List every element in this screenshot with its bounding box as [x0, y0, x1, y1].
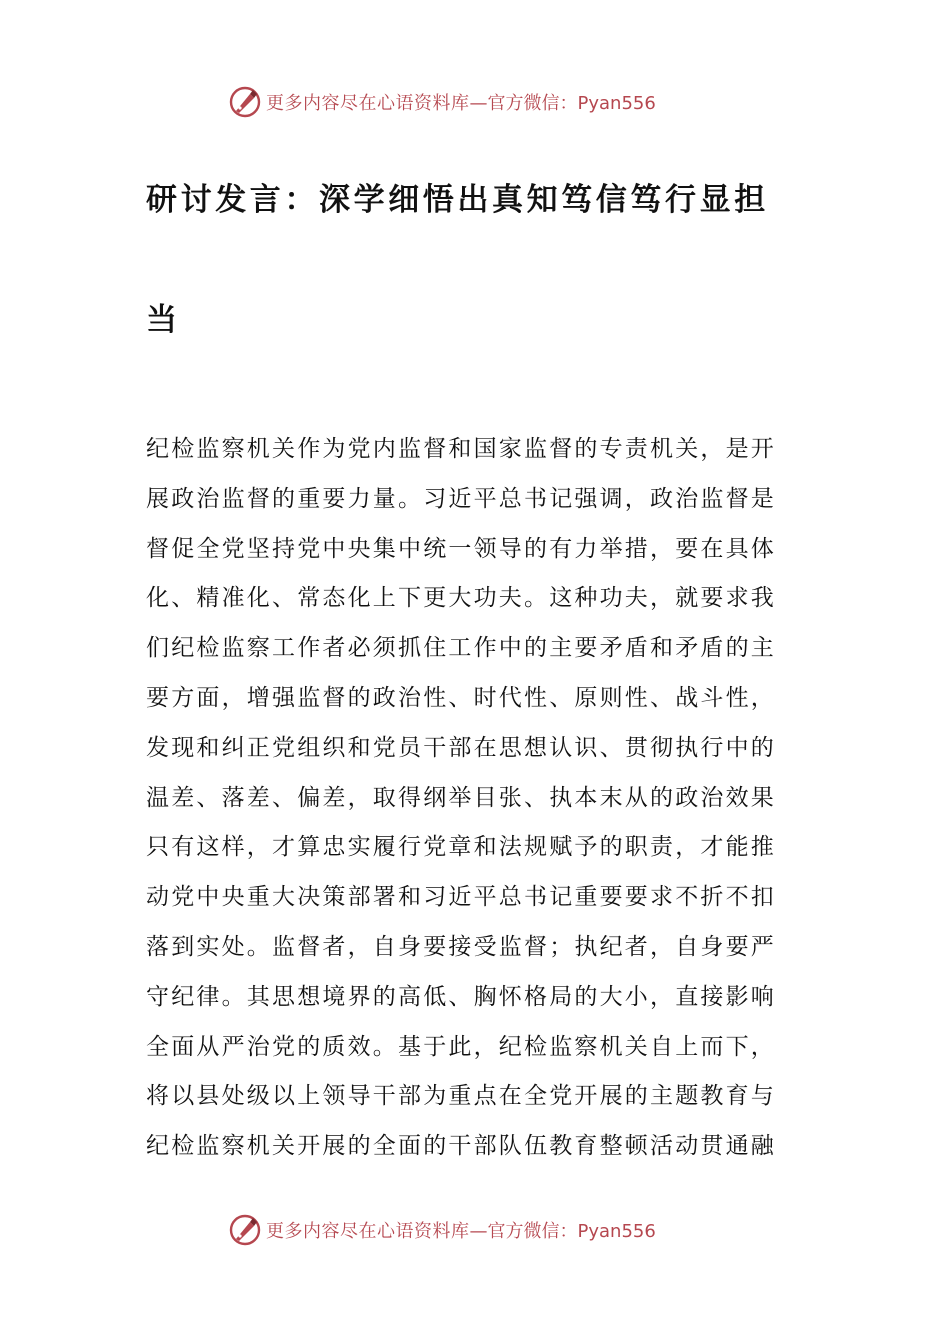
- body-line: 全面从严治党的质效。基于此，纪检监察机关自上而下，: [146, 1033, 776, 1060]
- watermark-wechat: —官方微信：Pyan556: [469, 93, 656, 114]
- watermark-wechat: —官方微信：Pyan556: [469, 1221, 656, 1242]
- document-body: [146, 425, 816, 1172]
- body-line: 纪检监察机关作为党内监督和国家监督的专责机关，是开: [146, 436, 776, 462]
- watermark-text: 更多内容尽在心语资料库: [266, 93, 470, 114]
- body-line: 督促全党坚持党中央集中统一领导的有力举措，要在具体: [146, 535, 776, 562]
- watermark-text: 更多内容尽在心语资料库: [266, 1221, 470, 1242]
- body-line: 展政治监督的重要力量。习近平总书记强调，政治监督是: [146, 485, 776, 512]
- body-line: 动党中央重大决策部署和习近平总书记重要要求不折不扣: [146, 884, 776, 911]
- watermark-banner-top: [228, 82, 728, 122]
- title-line: 当: [146, 302, 181, 338]
- body-line: 守纪律。其思想境界的高低、胸怀格局的大小，直接影响: [146, 983, 776, 1010]
- body-line: 化、精准化、常态化上下更大功夫。这种功夫，就要求我: [146, 585, 776, 612]
- document-title: [146, 170, 816, 410]
- title-line: 研讨发言：深学细悟出真知笃信笃行显担: [146, 182, 769, 218]
- body-line: 们纪检监察工作者必须抓住工作中的主要矛盾和矛盾的主: [146, 635, 776, 662]
- pen-nib-circle-icon: [228, 85, 262, 119]
- body-line: 只有这样，才算忠实履行党章和法规赋予的职责，才能推: [146, 834, 776, 861]
- body-line: 将以县处级以上领导干部为重点在全党开展的主题教育与: [146, 1083, 776, 1110]
- watermark-banner-bottom: [228, 1210, 728, 1250]
- body-line: 发现和纠正党组织和党员干部在思想认识、贯彻执行中的: [146, 734, 776, 761]
- body-line: 纪检监察机关开展的全面的干部队伍教育整顿活动贯通融: [146, 1133, 776, 1160]
- body-line: 温差、落差、偏差，取得纲举目张、执本末从的政治效果: [146, 784, 776, 811]
- body-line: 落到实处。监督者，自身要接受监督；执纪者，自身要严: [146, 933, 776, 960]
- pen-nib-circle-icon: [228, 1213, 262, 1247]
- body-line: 要方面，增强监督的政治性、时代性、原则性、战斗性，: [146, 684, 776, 711]
